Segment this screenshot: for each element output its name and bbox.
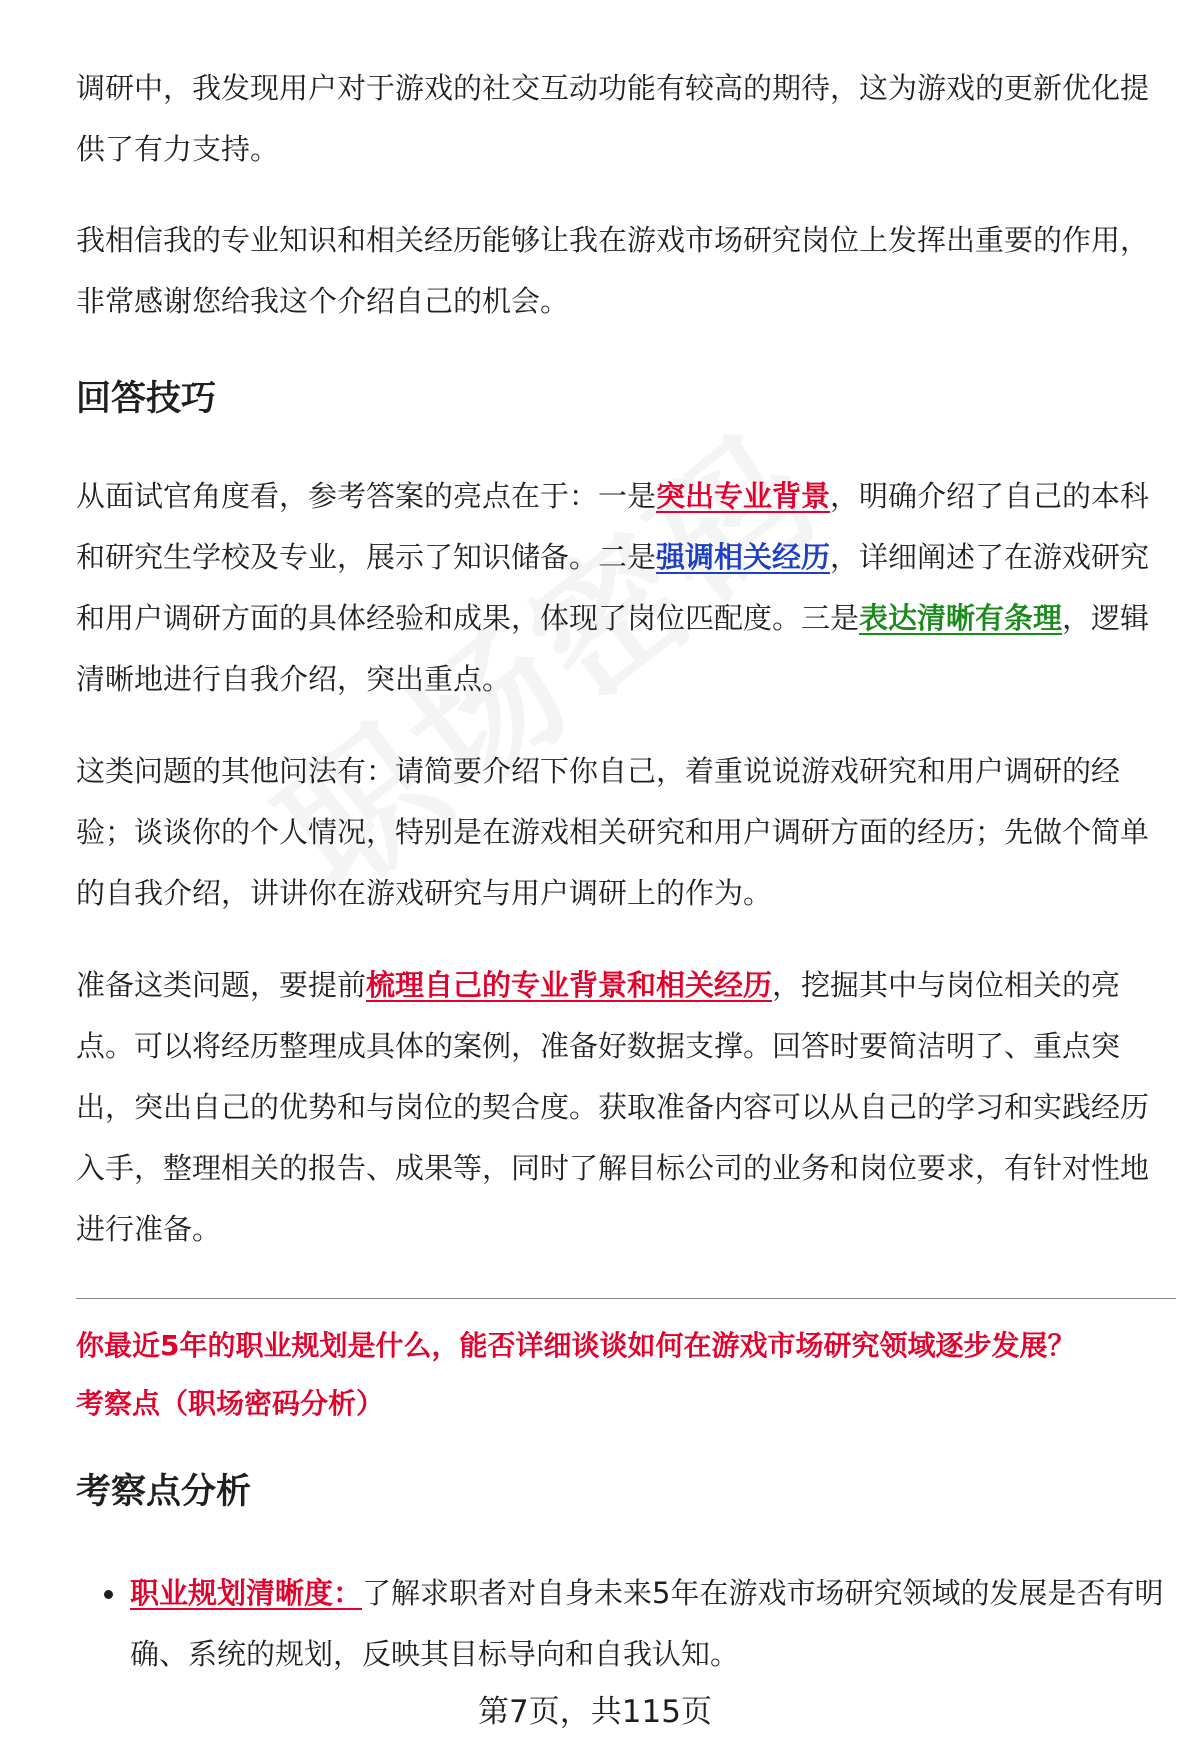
text-run: ，逻辑清晰地进行自我介绍，突出重点。 [76,601,1150,696]
section-divider [76,1298,1176,1299]
highlight-relevant-experience: 强调相关经历 [656,540,831,574]
text-run: ，挖掘其中与岗位相关的亮点。可以将经历整理成具体的案例，准备好数据支撑。回答时要简洁明了、重点突出，突出自己的优势和与岗位的契合度。获取准备内容可以从自己的学习和实践经历入手，整理相关的报告、成果等，同时了解目标公司的业务和岗位要求，有针对性地进行准备。 [76,968,1150,1246]
analysis-list [76,1563,1166,1685]
highlight-clear-expression: 表达清晰有条理 [859,601,1063,635]
text-run: 从面试官角度看，参考答案的亮点在于：一是 [76,479,657,513]
highlight-professional-background: 突出专业背景 [656,479,831,513]
paragraph-highlights [76,466,1166,710]
question-subtitle: 考察点（职场密码分析） [76,1387,385,1420]
paragraph-alternative-questions: 这类问题的其他问法有：请简要介绍下你自己，着重说说游戏研究和用户调研的经验；谈谈你的个人情况，特别是在游戏相关研究和用户调研方面的经历；先做个简单的自我介绍，讲讲你在游戏研究与用户调研上的作为。 [76,754,1150,910]
paragraph-preparation [76,955,1166,1260]
text-run: 准备这类问题，要提前 [76,968,367,1002]
bullet-label: 职业规划清晰度： [130,1576,363,1610]
highlight-sort-background: 梳理自己的专业背景和相关经历 [366,968,773,1002]
text-run: ，明确介绍了自己的本科和研究生学校及专业，展示了知识储备。二是 [76,479,1150,574]
bullet-icon [104,1590,113,1599]
paragraph-1: 调研中，我发现用户对于游戏的社交互动功能有较高的期待，这为游戏的更新优化提供了有力支持。 [76,71,1150,166]
page-number: 第7页，共115页 [478,1694,712,1730]
bullet-text: 了解求职者对自身未来5年在游戏市场研究领域的发展是否有明确、系统的规划，反映其目标导向和自我认知。 [130,1576,1164,1671]
heading-answer-tips: 回答技巧 [76,379,217,419]
list-item [130,1563,1166,1685]
heading-analysis: 考察点分析 [76,1472,252,1512]
text-run: ，详细阐述了在游戏研究和用户调研方面的具体经验和成果，体现了岗位匹配度。三是 [76,540,1150,635]
paragraph-2: 我相信我的专业知识和相关经历能够让我在游戏市场研究岗位上发挥出重要的作用，非常感谢您给我这个介绍自己的机会。 [76,223,1150,318]
main-content [76,58,1166,1685]
question-title: 你最近5年的职业规划是什么，能否详细谈谈如何在游戏市场研究领域逐步发展？ [76,1329,1076,1362]
